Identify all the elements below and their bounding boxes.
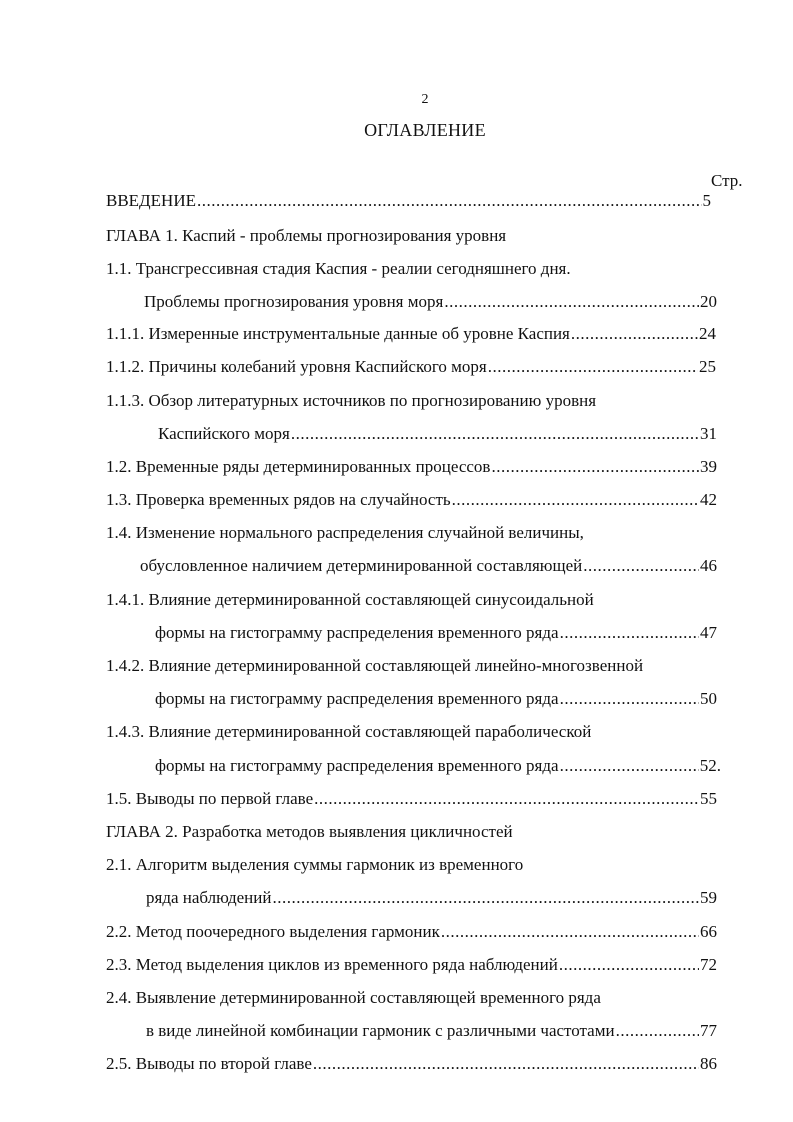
toc-entry-1-1-1: 1.1.1. Измеренные инструментальные данные об уровне Каспия ..... 24 <box>106 323 716 345</box>
toc-page: 42 <box>700 490 717 509</box>
toc-entry-1-4-cont: обусловленное наличием детерминированной составляющей ..... 46 <box>140 555 717 577</box>
toc-entry-1-1: 1.1. Трансгрессивная стадия Каспия - реалии сегодняшнего дня. <box>106 259 571 278</box>
toc-entry-1-3: 1.3. Проверка временных рядов на случайность ..... 42 <box>106 489 717 511</box>
toc-entry-1-4: 1.4. Изменение нормального распределения случайной величины, <box>106 523 584 542</box>
toc-entry-1-1-3-cont: Каспийского моря ..... 31 <box>158 423 717 445</box>
toc-page: 20 <box>700 292 717 311</box>
toc-page: 86 <box>700 1054 717 1073</box>
toc-entry-2-1-cont: ряда наблюдений ..... 59 <box>146 887 717 909</box>
toc-page: 52. <box>699 756 721 775</box>
dot-leader <box>291 423 699 445</box>
dot-leader <box>560 755 699 777</box>
toc-entry-2-2: 2.2. Метод поочередного выделения гармоник ..... 66 <box>106 921 717 943</box>
toc-page: 72 <box>700 955 717 974</box>
dot-leader <box>559 954 699 976</box>
toc-page: 25 <box>699 357 716 376</box>
toc-entry-2-3: 2.3. Метод выделения циклов из временного ряда наблюдений ..... 72 <box>106 954 717 976</box>
toc-entry-1-4-1-cont: формы на гистограмму распределения временного ряда ..... 47 <box>155 622 717 644</box>
toc-entry-introduction: ВВЕДЕНИЕ ..... 5 <box>106 190 711 212</box>
dot-leader <box>616 1020 699 1042</box>
toc-page: 66 <box>700 922 717 941</box>
toc-chapter-2: ГЛАВА 2. Разработка методов выявления цикличностей <box>106 822 513 841</box>
toc-page: 59 <box>700 888 717 907</box>
toc-page: 24 <box>699 324 716 343</box>
toc-entry-2-5: 2.5. Выводы по второй главе ..... 86 <box>106 1053 717 1075</box>
dot-leader <box>314 788 699 810</box>
toc-entry-1-4-3-cont: формы на гистограмму распределения временного ряда ..... 52. <box>155 755 721 777</box>
toc-entry-2-4: 2.4. Выявление детерминированной составляющей временного ряда <box>106 988 601 1007</box>
toc-page: 46 <box>700 556 717 575</box>
toc-page: 5 <box>702 191 711 210</box>
toc-page: 47 <box>700 623 717 642</box>
dot-leader <box>583 555 699 577</box>
toc-page: 39 <box>700 457 717 476</box>
dot-leader <box>491 456 699 478</box>
page-number: 2 <box>421 92 429 107</box>
toc-page: 77 <box>700 1021 717 1040</box>
toc-entry-2-1: 2.1. Алгоритм выделения суммы гармоник из временного <box>106 855 524 874</box>
toc-chapter-1: ГЛАВА 1. Каспий - проблемы прогнозирования уровня <box>106 226 507 245</box>
toc-title: ОГЛАВЛЕНИЕ <box>364 120 486 140</box>
dot-leader <box>272 887 699 909</box>
toc-entry-2-4-cont: в виде линейной комбинации гармоник с различными частотами ..... 77 <box>146 1020 717 1042</box>
dot-leader <box>441 921 699 943</box>
toc-page: 50 <box>700 689 717 708</box>
toc-entry-1-2: 1.2. Временные ряды детерминированных процессов ..... 39 <box>106 456 717 478</box>
toc-entry-1-1-3: 1.1.3. Обзор литературных источников по прогнозированию уровня <box>106 391 597 410</box>
toc-page: 31 <box>700 424 717 443</box>
dot-leader <box>313 1053 699 1075</box>
page-column-label: Стр. <box>711 171 743 190</box>
toc-entry-1-5: 1.5. Выводы по первой главе ..... 55 <box>106 788 717 810</box>
dot-leader <box>560 622 699 644</box>
dot-leader <box>452 489 699 511</box>
toc-entry-1-4-2-cont: формы на гистограмму распределения временного ряда ..... 50 <box>155 688 717 710</box>
toc-entry-1-4-1: 1.4.1. Влияние детерминированной составляющей синусоидальной <box>106 590 594 609</box>
dot-leader <box>571 323 698 345</box>
dot-leader <box>197 190 702 212</box>
toc-entry-1-1-2: 1.1.2. Причины колебаний уровня Каспийского моря ..... 25 <box>106 356 716 378</box>
dot-leader <box>444 291 699 313</box>
toc-page: 55 <box>700 789 717 808</box>
toc-entry-1-4-2: 1.4.2. Влияние детерминированной составляющей линейно-многозвенной <box>106 656 644 675</box>
dot-leader <box>560 688 699 710</box>
dot-leader <box>488 356 698 378</box>
toc-entry-1-4-3: 1.4.3. Влияние детерминированной составляющей параболической <box>106 722 592 741</box>
toc-entry-1-1-cont: Проблемы прогнозирования уровня моря ..... 20 <box>144 291 717 313</box>
